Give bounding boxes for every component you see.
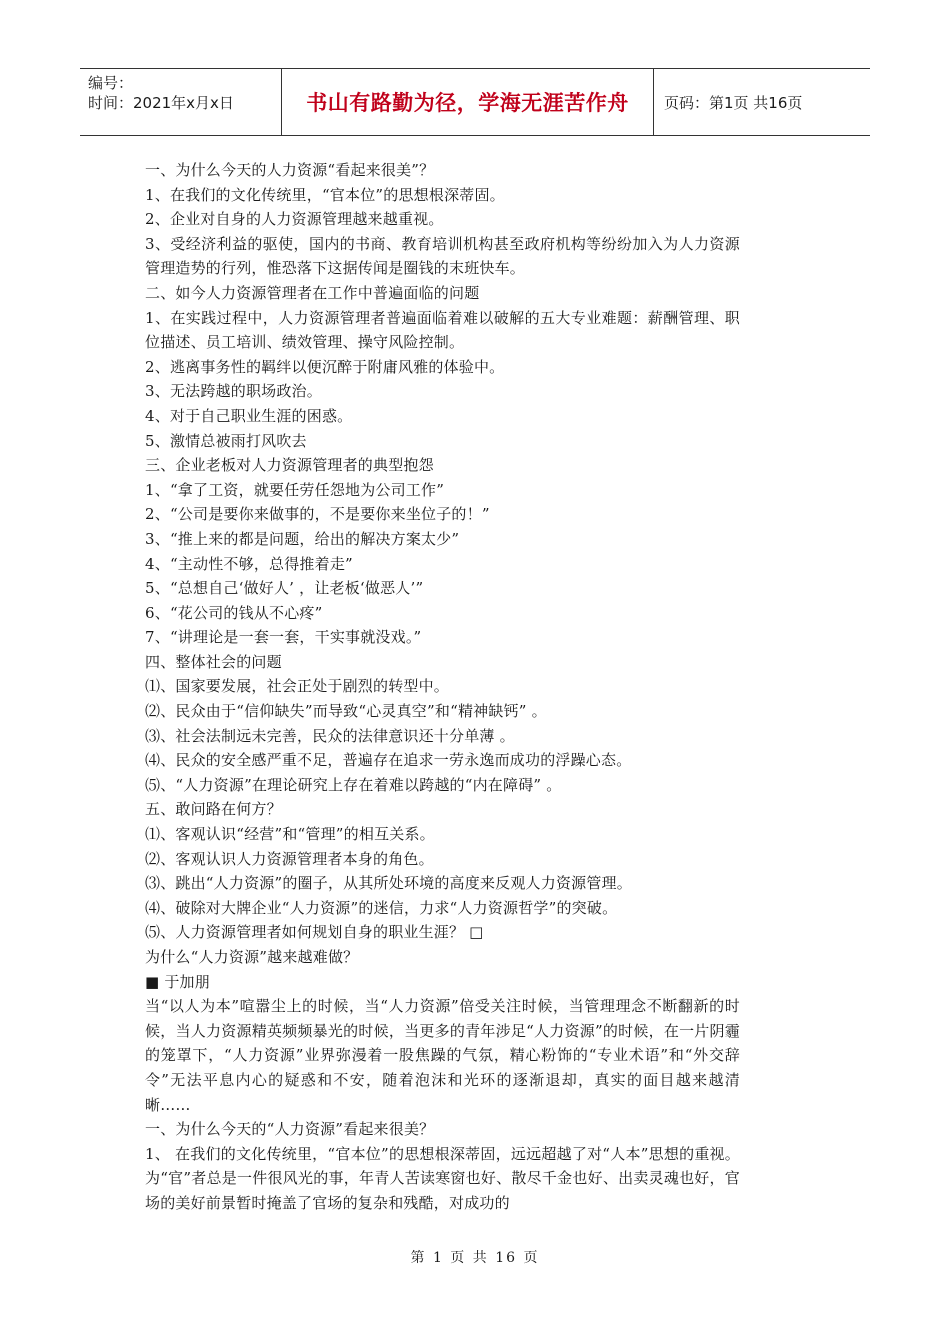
body-paragraph: 1、在实践过程中，人力资源管理者普遍面临着难以破解的五大专业难题：薪酬管理、职位描述、员工培训、绩效管理、操守风险控制。 [145, 308, 740, 352]
body-paragraph: ⑷、民众的安全感严重不足，普遍存在追求一劳永逸而成功的浮躁心态。 [145, 751, 632, 770]
body-paragraph: 4、“主动性不够，总得推着走” [145, 554, 353, 573]
body-paragraph: 一、为什么今天的“人力资源”看起来很美？ [145, 1120, 435, 1139]
document-number-label: 编号： [88, 74, 134, 92]
body-paragraph: 4、对于自己职业生涯的困惑。 [145, 406, 353, 425]
body-paragraph: 一、为什么今天的人力资源“看起来很美”？ [145, 161, 435, 179]
body-paragraph: 为什么“人力资源”越来越难做？ [145, 948, 359, 966]
body-paragraph: ⑷、破除对大牌企业“人力资源”的迷信，力求“人力资源哲学”的突破。 [145, 898, 618, 917]
body-paragraph: ⑵、客观认识人力资源管理者本身的角色。 [145, 849, 434, 868]
body-paragraph: ⑶、跳出“人力资源”的圈子，从其所处环境的高度来反观人力资源管理。 [145, 874, 632, 893]
page-header [80, 68, 870, 136]
body-paragraph: 3、无法跨越的职场政治。 [145, 382, 322, 401]
body-paragraph: 五、敢问路在何方？ [145, 800, 282, 819]
body-paragraph: ⑴、国家要发展，社会正处于剧烈的转型中。 [145, 677, 450, 696]
body-paragraph: 二、如今人力资源管理者在工作中普遍面临的问题 [145, 283, 480, 302]
body-paragraph: 四、整体社会的问题 [145, 652, 282, 671]
header-page-info-cell [654, 69, 870, 135]
page-footer: 第 1 页 共 16 页 [410, 1250, 540, 1266]
body-paragraph: 5、“总想自己‘做好人’ ，让老板‘做恶人’” [145, 579, 424, 598]
body-paragraph: ⑸、“人力资源”在理论研究上存在着难以跨越的“内在障碍” 。 [145, 775, 562, 794]
body-paragraph: ⑸、人力资源管理者如何规划自身的职业生涯？ □ [145, 923, 484, 942]
body-paragraph: 3、受经济利益的驱使，国内的书商、教育培训机构甚至政府机构等纷纷加入为人力资源管理造势的行列，惟恐落下这据传闻是圈钱的末班快车。 [145, 234, 740, 278]
header-motto: 书山有路勤为径，学海无涯苦作舟 [306, 91, 629, 115]
body-paragraph: ■ 于加朋 [145, 972, 210, 991]
body-paragraph: ⑴、客观认识“经营”和“管理”的相互关系。 [145, 825, 435, 844]
body-paragraph: 三、企业老板对人力资源管理者的典型抱怨 [145, 456, 434, 475]
body-paragraph: 7、“讲理论是一套一套，干实事就没戏。” [145, 628, 422, 647]
body-paragraph: ⑵、民众由于“信仰缺失”而导致“心灵真空”和“精神缺钙” 。 [145, 702, 547, 721]
header-page-info: 页码：第1页 共16页 [664, 93, 803, 112]
body-paragraph: 1、在我们的文化传统里，“官本位”的思想根深蒂固。 [145, 185, 505, 204]
header-meta [80, 69, 282, 135]
document-body [145, 158, 740, 1216]
body-paragraph: 2、企业对自身的人力资源管理越来越重视。 [145, 210, 444, 229]
body-paragraph: 6、“花公司的钱从不心疼” [145, 603, 323, 622]
document-date: 时间：2021年x月x日 [88, 94, 234, 112]
header-motto-cell [282, 69, 654, 135]
body-paragraph: 当“以人为本”喧嚣尘上的时候，当“人力资源”倍受关注时候，当管理理念不断翻新的时候，当人力资源精英频频暴光的时候，当更多的青年涉足“人力资源”的时候，在一片阴霾的笼罩下，“人力资源”业界弥漫着一股焦躁的气氛，精心粉饰的“专业术语”和“外交辞令”无法平息内心的疑惑和不安，随着泡沫和光环的逐渐退却，真实的面目越来越清晰…… [145, 997, 740, 1114]
body-paragraph: 2、逃离事务性的羁绊以便沉醉于附庸风雅的体验中。 [145, 357, 505, 376]
body-paragraph: 3、“推上来的都是问题，给出的解决方案太少” [145, 529, 460, 548]
body-paragraph: 1、 在我们的文化传统里，“官本位”的思想根深蒂固，远远超越了对“人本”思想的重视。为“官”者总是一件很风光的事，年青人苦读寒窗也好、散尽千金也好、出卖灵魂也好，官场的美好前景暂时掩盖了官场的复杂和残酷，对成功的 [145, 1144, 740, 1212]
body-paragraph: 1、“拿了工资，就要任劳任怨地为公司工作” [145, 480, 445, 499]
body-paragraph: 5、激情总被雨打风吹去 [145, 431, 307, 450]
body-paragraph: ⑶、社会法制远未完善，民众的法律意识还十分单薄 。 [145, 726, 515, 745]
body-paragraph: 2、“公司是要你来做事的，不是要你来坐位子的！” [145, 505, 490, 524]
